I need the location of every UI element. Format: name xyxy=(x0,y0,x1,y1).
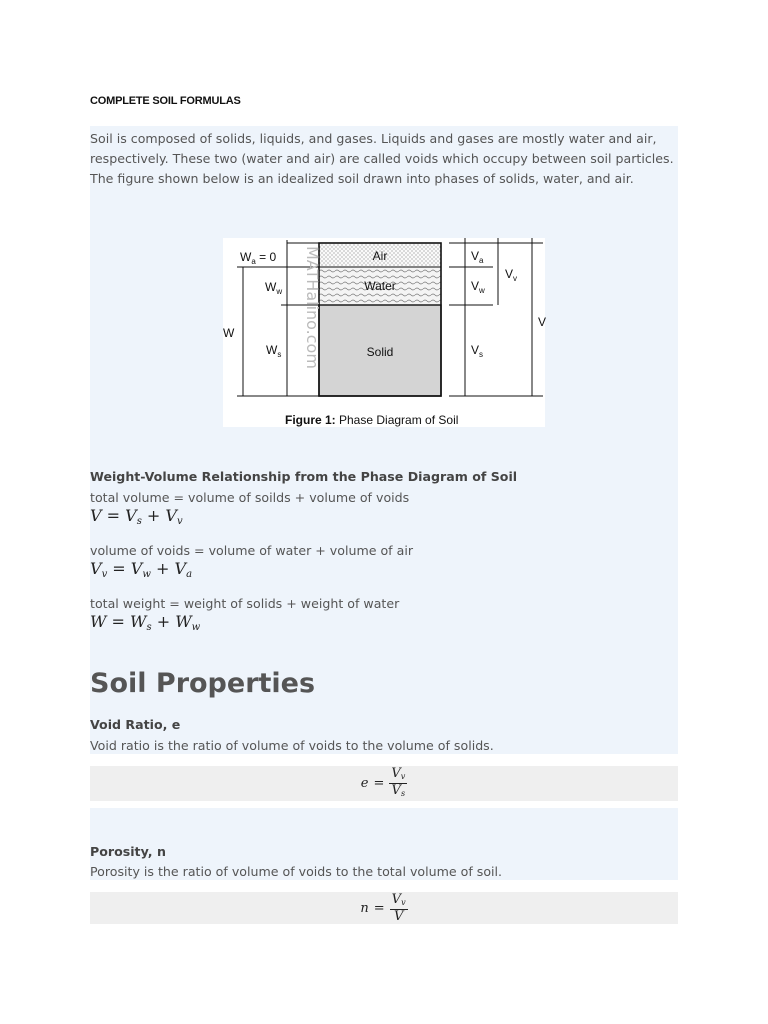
soil-properties-heading: Soil Properties xyxy=(90,668,316,699)
watermark: MATHalino.com xyxy=(303,246,322,369)
relationship-text-3: total weight = weight of solids + weight of water xyxy=(90,596,400,611)
svg-text:W: W xyxy=(223,326,235,340)
equation-2: $V_v = V_w + V_a$ xyxy=(90,559,193,580)
svg-text:Wa = 0: $W_a = 0$ xyxy=(240,250,277,266)
svg-text:Ws: $W_s$ xyxy=(266,343,282,359)
void-ratio-text: Void ratio is the ratio of volume of voids to the volume of solids. xyxy=(90,738,494,753)
svg-text:Vs: $V_s$ xyxy=(471,343,484,359)
equation-1: $V = V_s + V_v$ xyxy=(90,506,183,527)
svg-text:Vv: $V_v$ xyxy=(505,267,518,283)
svg-text:Vw: $V_w$ xyxy=(471,279,485,295)
phase-diagram-figure xyxy=(223,238,545,427)
void-ratio-equation: e = $\frac{V_v}{V_s}$ xyxy=(90,766,678,801)
document-title: COMPLETE SOIL FORMULAS xyxy=(90,95,241,107)
svg-text:Va: $V_a$ xyxy=(471,249,484,265)
relationship-heading: Weight-Volume Relationship from the Phase Diagram of Soil xyxy=(90,469,518,484)
svg-text:Ww: $W_w$ xyxy=(265,280,283,296)
svg-text:Figure 1: Phase Diagram of Soi: Figure 1: Phase Diagram of Soil xyxy=(285,413,459,427)
water-label: Water xyxy=(364,279,396,293)
air-label: Air xyxy=(372,249,388,263)
porosity-equation: n = $\frac{V_v}{V}$ xyxy=(90,892,678,924)
porosity-heading: Porosity, n xyxy=(90,844,166,859)
void-ratio-heading: Void Ratio, e xyxy=(90,717,181,732)
equation-3: $W = W_s + W_w$ xyxy=(90,612,201,633)
solid-label: Solid xyxy=(366,345,394,359)
intro-paragraph: Soil is composed of solids, liquids, and gases. Liquids and gases are mostly water and air, respectively. These two (water and air) are called voids which occupy between soil particles. The figure shown below is an idealized soil drawn into phases of solids, water, and air. xyxy=(90,131,674,186)
porosity-text: Porosity is the ratio of volume of voids to the total volume of soil. xyxy=(90,864,503,879)
content-panel xyxy=(90,126,678,754)
relationship-text-1: total volume = volume of soilds + volume of voids xyxy=(90,490,410,505)
relationship-text-2: volume of voids = volume of water + volume of air xyxy=(90,543,414,558)
svg-text:V: V xyxy=(538,315,547,329)
